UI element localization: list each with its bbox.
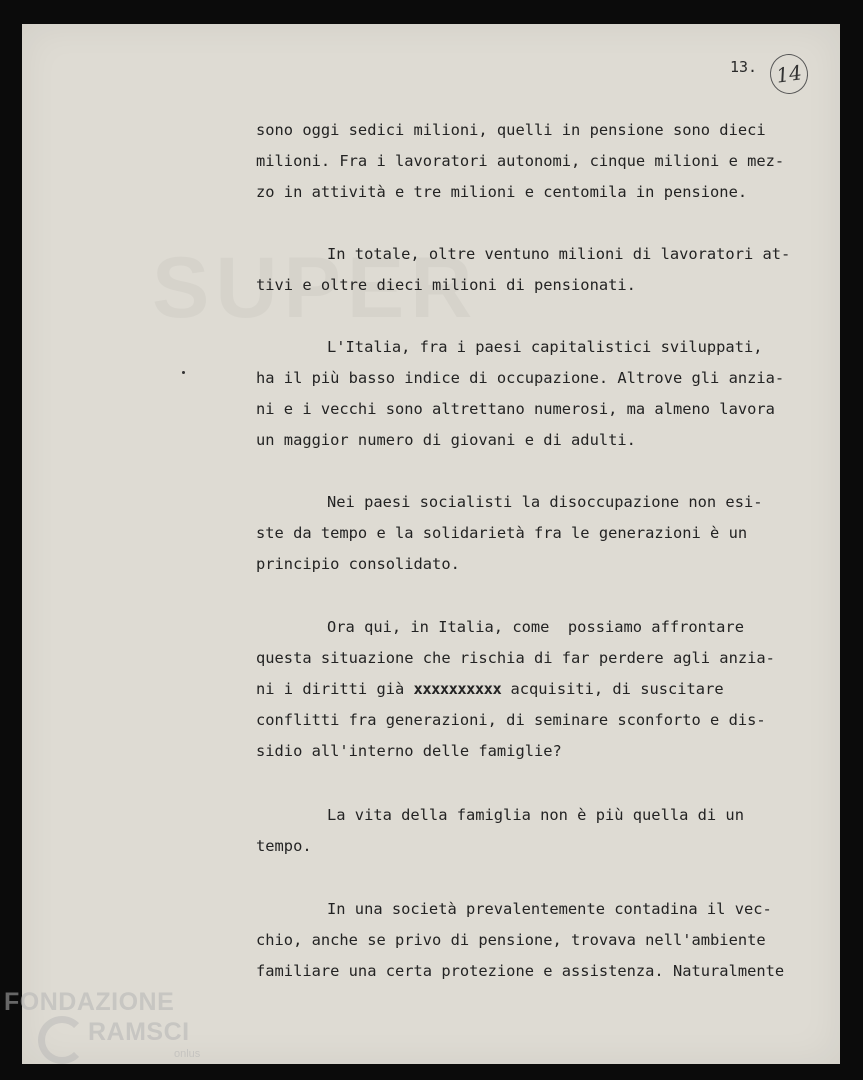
text-line: un maggior numero di giovani e di adulti. bbox=[256, 431, 636, 449]
text-line: tivi e oltre dieci milioni di pensionati. bbox=[256, 276, 636, 294]
text-line: tempo. bbox=[256, 837, 312, 855]
text-line: familiare una certa protezione e assistenza. Naturalmente bbox=[256, 962, 785, 980]
stray-mark bbox=[182, 371, 185, 374]
text-fragment: acquisiti, di suscitare bbox=[501, 680, 724, 698]
text-line: ha il più basso indice di occupazione. Altrove gli anzia- bbox=[256, 369, 785, 387]
text-fragment: ni i diritti già bbox=[256, 680, 405, 698]
watermark-line3: onlus bbox=[174, 1048, 201, 1060]
page-number: 13. bbox=[730, 58, 758, 76]
text-line: questa situazione che rischia di far perdere agli anzia- bbox=[256, 649, 775, 667]
watermark-line2: RAMSCI bbox=[88, 1018, 190, 1046]
text-line: sono oggi sedici milioni, quelli in pensione sono dieci bbox=[256, 121, 766, 139]
text-line: Nei paesi socialisti la disoccupazione non esi- bbox=[327, 493, 763, 511]
struck-out-word: xxxxxxxxxx bbox=[413, 680, 502, 698]
fondazione-gramsci-watermark bbox=[4, 988, 201, 1060]
g-logo-icon bbox=[38, 1016, 86, 1064]
text-line: ste da tempo e la solidarietà fra le generazioni è un bbox=[256, 524, 748, 542]
text-line: zo in attività e tre milioni e centomila in pensione. bbox=[256, 183, 748, 201]
text-line: chio, anche se privo di pensione, trovava nell'ambiente bbox=[256, 931, 766, 949]
text-line: Ora qui, in Italia, come possiamo affrontare bbox=[327, 618, 744, 636]
text-line: conflitti fra generazioni, di seminare sconforto e dis- bbox=[256, 711, 766, 729]
text-line: sidio all'interno delle famiglie? bbox=[256, 742, 562, 760]
text-line: La vita della famiglia non è più quella di un bbox=[327, 806, 744, 824]
text-line bbox=[256, 679, 724, 699]
text-line: ni e i vecchi sono altrettano numerosi, ma almeno lavora bbox=[256, 400, 775, 418]
text-line: In totale, oltre ventuno milioni di lavoratori at- bbox=[327, 245, 791, 263]
text-line: L'Italia, fra i paesi capitalistici sviluppati, bbox=[327, 338, 763, 356]
text-line: principio consolidato. bbox=[256, 555, 460, 573]
watermark-line1: FONDAZIONE bbox=[4, 988, 175, 1016]
text-line: milioni. Fra i lavoratori autonomi, cinque milioni e mez- bbox=[256, 152, 785, 170]
handwritten-folio-number: 14 bbox=[767, 52, 810, 97]
text-line: In una società prevalentemente contadina il vec- bbox=[327, 900, 772, 918]
